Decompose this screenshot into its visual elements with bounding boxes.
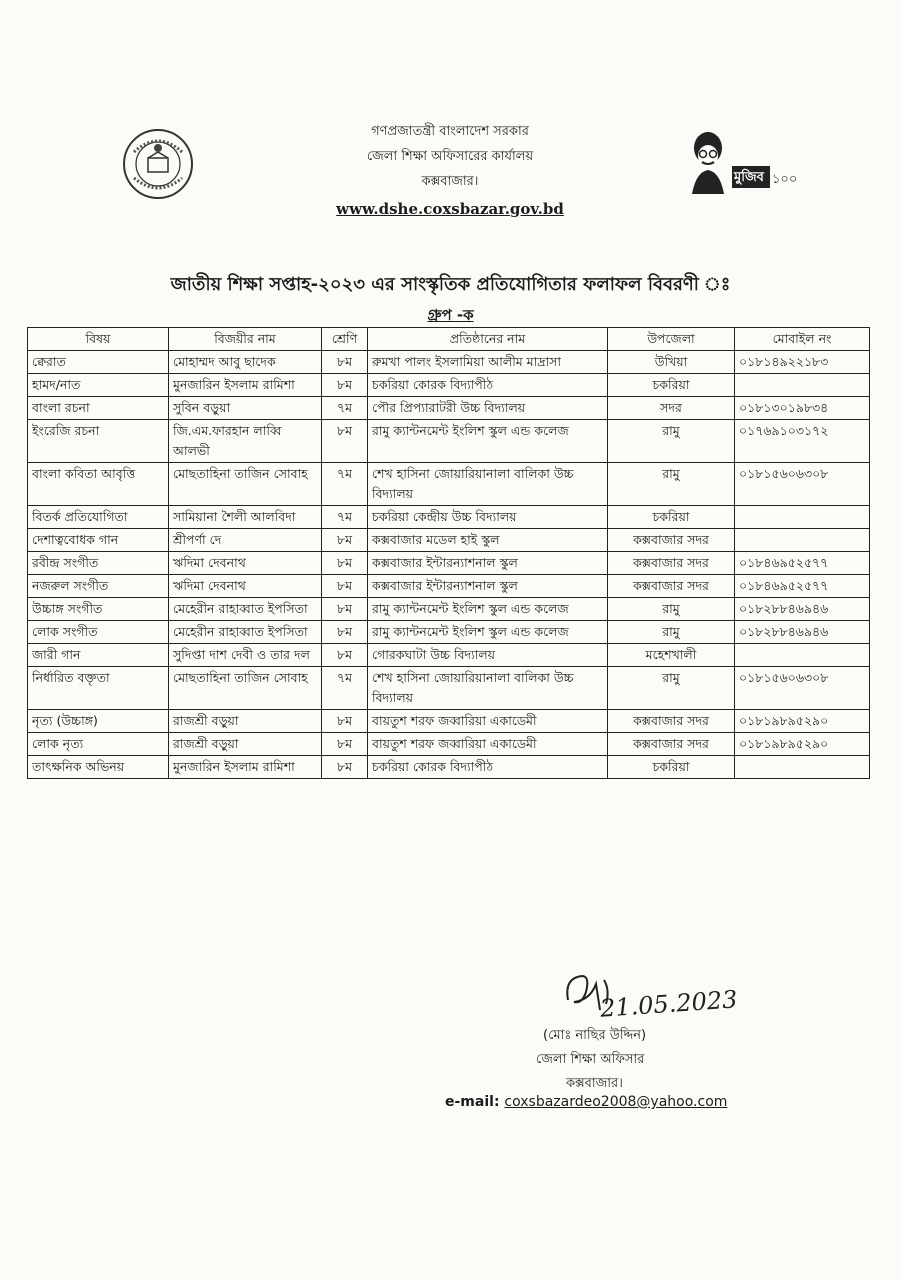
signatory-place: কক্সবাজার। (566, 1076, 623, 1091)
header-class: শ্রেণি (322, 328, 368, 351)
table-row (28, 644, 870, 667)
table-row (28, 397, 870, 420)
cell-mobile: ০১৮১৯৮৯৫২৯০ (735, 733, 870, 756)
cell-mobile: ০১৮২৮৮৪৬৯৪৬ (735, 598, 870, 621)
cell-subject: বাংলা রচনা (28, 397, 169, 420)
cell-mobile: ০১৭৬৯১০৩১৭২ (735, 420, 870, 463)
cell-winner-name: ঋদিমা দেবনাথ (169, 575, 322, 598)
mujib-logo-text: মুজিব (734, 170, 764, 185)
cell-winner-name: মুনজারিন ইসলাম রামিশা (169, 374, 322, 397)
table-row (28, 463, 870, 506)
cell-class: ৮ম (322, 420, 368, 463)
cell-institution: রামু ক্যান্টনমেন্ট ইংলিশ স্কুল এন্ড কলেজ (368, 598, 608, 621)
cell-winner-name: রাজশ্রী বড়ুয়া (169, 710, 322, 733)
cell-upazila: রামু (608, 463, 735, 506)
page-title: জাতীয় শিক্ষা সপ্তাহ-২০২৩ এর সাংস্কৃতিক প্রতিযোগিতার ফলাফল বিবরণী ঃ (170, 274, 731, 295)
cell-institution: কক্সবাজার ইন্টারন্যাশনাল স্কুল (368, 552, 608, 575)
cell-class: ৭ম (322, 667, 368, 710)
website-link[interactable]: www.dshe.coxsbazar.gov.bd (336, 200, 564, 218)
signatory-name: (মোঃ নাছির উদ্দিন) (543, 1028, 647, 1043)
cell-winner-name: শ্রীপর্ণা দে (169, 529, 322, 552)
header-winner-name: বিজয়ীর নাম (169, 328, 322, 351)
cell-subject: জারী গান (28, 644, 169, 667)
cell-winner-name: সামিয়ানা শৈলী আলবিদা (169, 506, 322, 529)
cell-upazila: উখিয়া (608, 351, 735, 374)
table-row (28, 733, 870, 756)
table-row (28, 351, 870, 374)
cell-class: ৮ম (322, 575, 368, 598)
cell-subject: লোক সংগীত (28, 621, 169, 644)
cell-class: ৮ম (322, 733, 368, 756)
table-row (28, 420, 870, 463)
table-row (28, 374, 870, 397)
email-label: e-mail: (445, 1094, 500, 1110)
results-table (27, 327, 870, 779)
cell-institution: কক্সবাজার মডেল হাই স্কুল (368, 529, 608, 552)
government-seal-logo (122, 128, 194, 200)
cell-class: ৮ম (322, 710, 368, 733)
header-location: কক্সবাজার। (421, 174, 479, 189)
signature-date: 21.05.2023 (599, 985, 739, 1023)
cell-winner-name: মেহেরীন রাহাব্বাত ইপসিতা (169, 598, 322, 621)
cell-upazila: কক্সবাজার সদর (608, 575, 735, 598)
cell-class: ৮ম (322, 644, 368, 667)
cell-upazila: কক্সবাজার সদর (608, 529, 735, 552)
email-link[interactable]: coxsbazardeo2008@yahoo.com (504, 1094, 728, 1110)
cell-upazila: চকরিয়া (608, 506, 735, 529)
cell-class: ৮ম (322, 374, 368, 397)
cell-subject: ক্বেরাত (28, 351, 169, 374)
group-heading: গ্রুপ -ক (427, 306, 474, 324)
cell-mobile: ০১৮১৪৯২২১৮৩ (735, 351, 870, 374)
email-line (445, 1094, 727, 1110)
cell-winner-name: মেহেরীন রাহাব্বাত ইপসিতা (169, 621, 322, 644)
cell-institution: চকরিয়া কোরক বিদ্যাপীঠ (368, 374, 608, 397)
cell-upazila: রামু (608, 667, 735, 710)
cell-institution: গোরকঘাটা উচ্চ বিদ্যালয় (368, 644, 608, 667)
cell-mobile: ০১৮২৮৮৪৬৯৪৬ (735, 621, 870, 644)
cell-class: ৮ম (322, 756, 368, 779)
cell-subject: নজরুল সংগীত (28, 575, 169, 598)
header-subject: বিষয় (28, 328, 169, 351)
cell-institution: চকরিয়া কেন্দ্রীয় উচ্চ বিদ্যালয় (368, 506, 608, 529)
cell-subject: বিতর্ক প্রতিযোগিতা (28, 506, 169, 529)
cell-mobile (735, 756, 870, 779)
cell-winner-name: রাজশ্রী বড়ুয়া (169, 733, 322, 756)
cell-institution: চকরিয়া কোরক বিদ্যাপীঠ (368, 756, 608, 779)
table-row (28, 667, 870, 710)
header-government: গণপ্রজাতন্ত্রী বাংলাদেশ সরকার (371, 124, 529, 139)
cell-institution: কক্সবাজার ইন্টারন্যাশনাল স্কুল (368, 575, 608, 598)
cell-mobile (735, 506, 870, 529)
cell-institution: পৌর প্রিপ্যারাটরী উচ্চ বিদ্যালয় (368, 397, 608, 420)
cell-winner-name: মুনজারিন ইসলাম রামিশা (169, 756, 322, 779)
cell-subject: তাৎক্ষনিক অভিনয় (28, 756, 169, 779)
cell-winner-name: মোছতাহিনা তাজিন সোবাহ (169, 463, 322, 506)
table-row (28, 552, 870, 575)
cell-class: ৭ম (322, 506, 368, 529)
cell-subject: হামদ/নাত (28, 374, 169, 397)
cell-mobile (735, 529, 870, 552)
header-institution: প্রতিষ্ঠানের নাম (368, 328, 608, 351)
cell-subject: নির্ধারিত বক্তৃতা (28, 667, 169, 710)
table-header-row (28, 328, 870, 351)
cell-winner-name: সুদিপ্তা দাশ দেবী ও তার দল (169, 644, 322, 667)
cell-mobile: ০১৮১৯৮৯৫২৯০ (735, 710, 870, 733)
mujib-logo-number: ১০০ (772, 172, 798, 187)
cell-institution: শেখ হাসিনা জোয়ারিয়ানালা বালিকা উচ্চ বিদ্যালয় (368, 463, 608, 506)
cell-subject: রবীন্দ্র সংগীত (28, 552, 169, 575)
cell-mobile: ০১৮৪৬৯৫২৫৭৭ (735, 575, 870, 598)
cell-subject: দেশাত্ববোধক গান (28, 529, 169, 552)
cell-subject: নৃত্য (উচ্চাঙ্গ) (28, 710, 169, 733)
cell-institution: শেখ হাসিনা জোয়ারিয়ানালা বালিকা উচ্চ বিদ্যালয় (368, 667, 608, 710)
cell-winner-name: ঋদিমা দেবনাথ (169, 552, 322, 575)
cell-subject: বাংলা কবিতা আবৃত্তি (28, 463, 169, 506)
cell-mobile: ০১৮১৫৬০৬৩০৮ (735, 463, 870, 506)
header-upazila: উপজেলা (608, 328, 735, 351)
cell-mobile (735, 644, 870, 667)
cell-subject: উচ্চাঙ্গ সংগীত (28, 598, 169, 621)
mujib-100-logo (682, 126, 798, 196)
table-row (28, 710, 870, 733)
cell-institution: বায়তুশ শরফ জব্বারিয়া একাডেমী (368, 733, 608, 756)
cell-subject: ইংরেজি রচনা (28, 420, 169, 463)
cell-upazila: রামু (608, 598, 735, 621)
cell-mobile: ০১৮১৫৬০৬৩০৮ (735, 667, 870, 710)
cell-upazila: সদর (608, 397, 735, 420)
table-row (28, 621, 870, 644)
cell-class: ৮ম (322, 552, 368, 575)
cell-upazila: কক্সবাজার সদর (608, 710, 735, 733)
cell-upazila: মহেশখালী (608, 644, 735, 667)
signatory-designation: জেলা শিক্ষা অফিসার (536, 1052, 645, 1067)
cell-winner-name: মোহাম্মদ আবু ছাদেক (169, 351, 322, 374)
table-row (28, 529, 870, 552)
cell-class: ৮ম (322, 351, 368, 374)
header-mobile: মোবাইল নং (735, 328, 870, 351)
cell-class: ৭ম (322, 397, 368, 420)
cell-upazila: রামু (608, 420, 735, 463)
cell-institution: বায়তুশ শরফ জব্বারিয়া একাডেমী (368, 710, 608, 733)
cell-subject: লোক নৃত্য (28, 733, 169, 756)
cell-class: ৮ম (322, 621, 368, 644)
cell-winner-name: মোছতাহিনা তাজিন সোবাহ (169, 667, 322, 710)
cell-mobile (735, 374, 870, 397)
table-row (28, 598, 870, 621)
results-table-body (28, 351, 870, 779)
cell-class: ৭ম (322, 463, 368, 506)
cell-class: ৮ম (322, 598, 368, 621)
cell-upazila: চকরিয়া (608, 756, 735, 779)
cell-upazila: কক্সবাজার সদর (608, 733, 735, 756)
cell-upazila: চকরিয়া (608, 374, 735, 397)
cell-institution: রামু ক্যান্টনমেন্ট ইংলিশ স্কুল এন্ড কলেজ (368, 420, 608, 463)
cell-winner-name: জি.এম.ফারহান লাব্বি আলভী (169, 420, 322, 463)
cell-mobile: ০১৮১৩০১৯৮৩৪ (735, 397, 870, 420)
cell-institution: রামু ক্যান্টনমেন্ট ইংলিশ স্কুল এন্ড কলেজ (368, 621, 608, 644)
table-row (28, 506, 870, 529)
cell-upazila: কক্সবাজার সদর (608, 552, 735, 575)
cell-class: ৮ম (322, 529, 368, 552)
cell-institution: রুমখা পালং ইসলামিয়া আলীম মাদ্রাসা (368, 351, 608, 374)
cell-upazila: রামু (608, 621, 735, 644)
table-row (28, 756, 870, 779)
header-office: জেলা শিক্ষা অফিসারের কার্যালয় (366, 149, 534, 164)
cell-winner-name: সুবিন বড়ুয়া (169, 397, 322, 420)
table-row (28, 575, 870, 598)
cell-mobile: ০১৮৪৬৯৫২৫৭৭ (735, 552, 870, 575)
